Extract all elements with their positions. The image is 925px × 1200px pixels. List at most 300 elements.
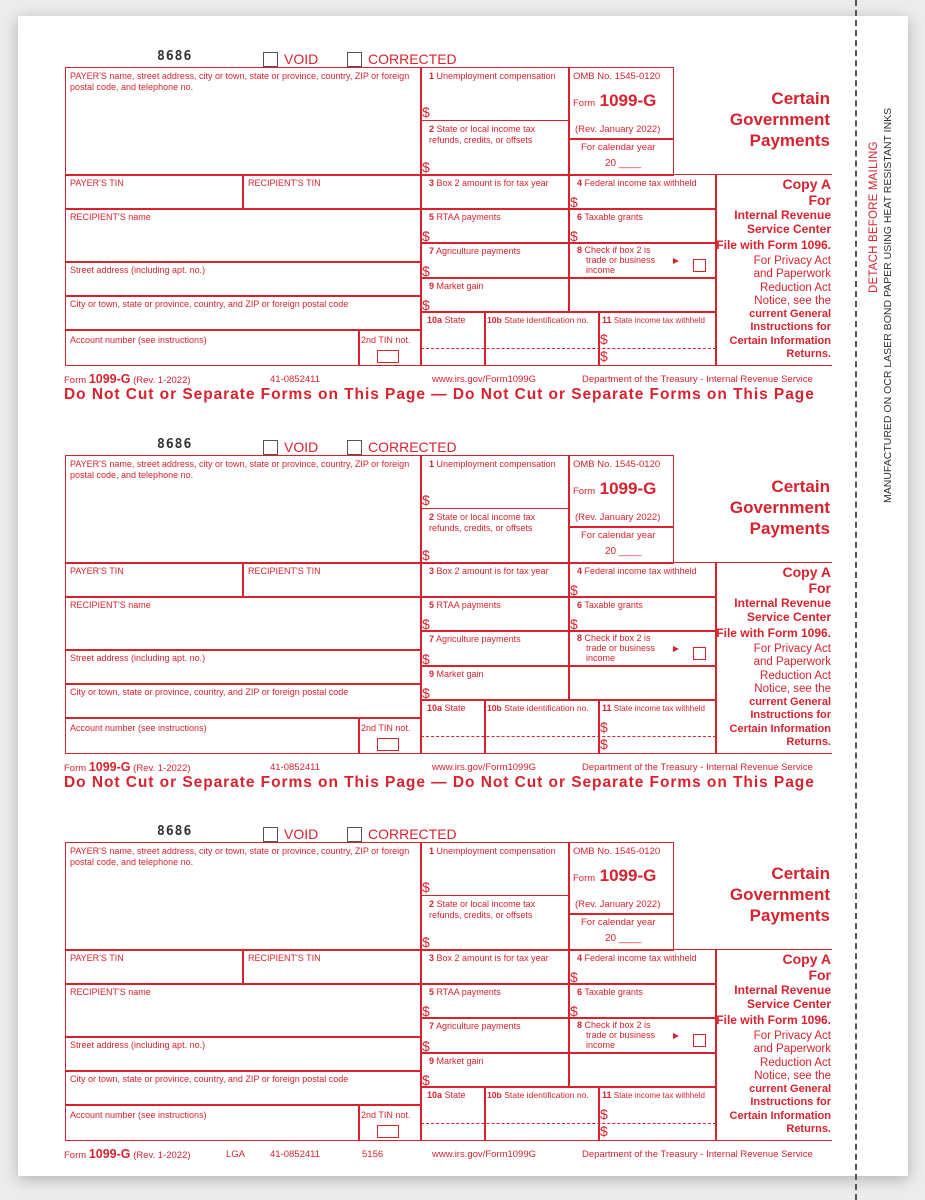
- box5-label: RTAA payments: [436, 987, 501, 997]
- arrow-right-icon: [673, 646, 679, 652]
- dollar-sign: $: [422, 879, 430, 895]
- box6-label: Taxable grants: [584, 212, 643, 222]
- instructions-text: current General: [749, 308, 831, 321]
- footer-ein: 41-0852411: [270, 374, 321, 385]
- box11-label: State income tax withheld: [613, 1091, 705, 1100]
- calendar-year-box[interactable]: [568, 526, 674, 564]
- calendar-year-box[interactable]: [568, 913, 674, 951]
- form-word: Form: [573, 486, 596, 497]
- city-state-zip-label: City or town, state or province, country, and ZIP or foreign postal code: [70, 1074, 349, 1084]
- box10a-number: 10a: [427, 1090, 443, 1100]
- box8-label: income: [586, 653, 616, 663]
- instructions-text: Returns.: [786, 736, 831, 749]
- box1-number: 1: [429, 71, 435, 81]
- dollar-sign: $: [422, 934, 430, 950]
- file-with-1096: File with Form 1096.: [716, 238, 831, 252]
- box3-number: 3: [429, 566, 435, 576]
- dollar-sign: $: [422, 263, 430, 279]
- box3-label: Box 2 amount is for tax year: [436, 953, 549, 963]
- footer-form-word: Form: [64, 1150, 87, 1161]
- instructions-text: current General: [749, 696, 831, 709]
- footer-form-number: 1099-G: [88, 1147, 131, 1161]
- irs-center-label: Internal Revenue: [734, 983, 831, 997]
- blank-box: [568, 277, 717, 313]
- box1-number: 1: [429, 846, 435, 856]
- footer-department: Department of the Treasury - Internal Revenue Service: [582, 374, 813, 385]
- privacy-act-text: For Privacy Act: [753, 255, 831, 267]
- account-number-box[interactable]: [65, 329, 360, 366]
- void-checkbox[interactable]: [263, 440, 278, 455]
- copy-a-panel: [715, 174, 832, 366]
- payer-name-box[interactable]: [65, 842, 422, 951]
- recipient-name-label: RECIPIENT'S name: [70, 987, 151, 997]
- box5-rtaa-payments[interactable]: [420, 596, 570, 632]
- second-tin-checkbox[interactable]: [377, 350, 399, 363]
- box10a-label: State: [444, 315, 466, 325]
- dollar-sign: $: [422, 159, 430, 175]
- box6-label: Taxable grants: [584, 600, 643, 610]
- dollar-sign: $: [422, 1072, 430, 1088]
- for-label: For: [808, 967, 831, 983]
- title-line: Payments: [749, 131, 830, 150]
- box8-label: trade or business: [586, 255, 656, 265]
- privacy-act-text: Reduction Act: [760, 281, 831, 294]
- form-code: 8686: [157, 49, 193, 64]
- omb-form-id-box: [568, 842, 674, 915]
- box10b-state-id[interactable]: [484, 699, 600, 754]
- title-line: Certain: [771, 864, 830, 883]
- recipient-tin-label: RECIPIENT'S TIN: [248, 953, 321, 963]
- box7-number: 7: [429, 246, 435, 256]
- payer-tin-box[interactable]: [65, 562, 244, 598]
- blank-box: [568, 1052, 717, 1088]
- form-bottom-border: [65, 365, 832, 366]
- box11-number: 11: [602, 1090, 612, 1100]
- box3-number: 3: [429, 178, 435, 188]
- box4-number: 4: [577, 953, 583, 963]
- dollar-sign: $: [570, 228, 578, 244]
- recipient-tin-box[interactable]: [242, 174, 422, 210]
- dollar-sign: $: [570, 194, 578, 210]
- copy-a-label: Copy A: [782, 564, 831, 580]
- second-tin-notice-box: [358, 329, 422, 366]
- dollar-sign: $: [600, 348, 608, 364]
- box10b-number: 10b: [487, 1090, 502, 1100]
- recipient-tin-box[interactable]: [242, 949, 422, 985]
- box9-number: 9: [429, 281, 435, 291]
- box9-number: 9: [429, 669, 435, 679]
- dollar-sign: $: [570, 1003, 578, 1019]
- for-label: For: [808, 580, 831, 596]
- box6-taxable-grants[interactable]: [568, 208, 717, 244]
- box3-tax-year[interactable]: [420, 562, 570, 598]
- dollar-sign: $: [600, 736, 608, 752]
- form-number: 1099-G: [599, 866, 657, 885]
- dollar-sign: $: [600, 1123, 608, 1139]
- box9-label: Market gain: [436, 281, 484, 291]
- blank-box: [568, 665, 717, 701]
- instructions-text: Instructions for: [750, 321, 831, 334]
- box7-number: 7: [429, 1021, 435, 1031]
- corrected-checkbox[interactable]: [347, 440, 362, 455]
- form-number: 1099-G: [599, 91, 657, 110]
- box1-unemployment-compensation[interactable]: [420, 455, 570, 509]
- copy-a-label: Copy A: [782, 951, 831, 967]
- city-state-zip-label: City or town, state or province, country, and ZIP or foreign postal code: [70, 687, 349, 697]
- do-not-cut-warning: Do Not Cut or Separate Forms on This Page — Do Not Cut or Separate Forms on This Page: [64, 386, 815, 403]
- instructions-text: current General: [749, 1083, 831, 1096]
- box9-label: Market gain: [436, 1056, 484, 1066]
- box3-label: Box 2 amount is for tax year: [436, 566, 549, 576]
- footer-revision: (Rev. 1-2022): [133, 375, 191, 386]
- box3-tax-year[interactable]: [420, 174, 570, 210]
- corrected-label: CORRECTED: [368, 51, 457, 67]
- payer-name-label: PAYER'S name, street address, city or town, state or province, country, ZIP or foreign postal code, and telephone no.: [70, 846, 410, 867]
- instructions-text: Instructions for: [750, 709, 831, 722]
- footer-form-word: Form: [64, 375, 87, 386]
- box11-state-tax-withheld[interactable]: [598, 311, 717, 366]
- revision-date: (Rev. January 2022): [575, 899, 661, 910]
- second-tin-notice-box: [358, 717, 422, 754]
- box8-trade-business-income: [568, 630, 717, 667]
- city-state-zip-box[interactable]: [65, 683, 422, 719]
- payer-name-box[interactable]: [65, 455, 422, 564]
- recipient-tin-label: RECIPIENT'S TIN: [248, 178, 321, 188]
- title-line: Government: [729, 498, 830, 517]
- box6-number: 6: [577, 987, 583, 997]
- street-address-label: Street address (including apt. no.): [70, 265, 206, 275]
- box11-number: 11: [602, 315, 612, 325]
- privacy-act-text: For Privacy Act: [753, 1030, 831, 1042]
- instructions-text: Returns.: [786, 348, 831, 361]
- box5-number: 5: [429, 600, 435, 610]
- box4-number: 4: [577, 566, 583, 576]
- payer-tin-box[interactable]: [65, 949, 244, 985]
- omb-form-id-box: [568, 455, 674, 528]
- dollar-sign: $: [422, 104, 430, 120]
- irs-center-label: Internal Revenue: [734, 208, 831, 222]
- detach-before-mailing-text: DETACH BEFORE MAILING: [868, 141, 880, 293]
- irs-center-label: Service Center: [746, 610, 831, 624]
- box11-number: 11: [602, 703, 612, 713]
- footer-form-number: 1099-G: [88, 372, 131, 386]
- footer-form-word: Form: [64, 763, 87, 774]
- box11-state-tax-withheld[interactable]: [598, 1086, 717, 1141]
- box9-market-gain[interactable]: [420, 1052, 570, 1088]
- copy-a-panel: [715, 949, 832, 1141]
- payer-name-label: PAYER'S name, street address, city or town, state or province, country, ZIP or foreign postal code, and telephone no.: [70, 459, 410, 480]
- box3-tax-year[interactable]: [420, 949, 570, 985]
- instructions-text: Certain Information: [729, 722, 831, 735]
- box1-unemployment-compensation[interactable]: [420, 67, 570, 121]
- dollar-sign: $: [422, 297, 430, 313]
- box3-label: Box 2 amount is for tax year: [436, 178, 549, 188]
- account-number-box[interactable]: [65, 1104, 360, 1141]
- box8-checkbox[interactable]: [693, 259, 706, 272]
- box1-unemployment-compensation[interactable]: [420, 842, 570, 896]
- instructions-text: Certain Information: [729, 1109, 831, 1122]
- box9-market-gain[interactable]: [420, 665, 570, 701]
- second-tin-checkbox[interactable]: [377, 738, 399, 751]
- second-tin-label: 2nd TIN not.: [361, 1110, 411, 1120]
- recipient-tin-box[interactable]: [242, 562, 422, 598]
- box10b-state-id[interactable]: [484, 1086, 600, 1141]
- recipient-name-box[interactable]: [65, 983, 422, 1038]
- form-1099g-copy-a-1: [0, 16, 855, 404]
- payer-name-box[interactable]: [65, 67, 422, 176]
- box10a-state[interactable]: [420, 699, 486, 754]
- box4-federal-tax-withheld[interactable]: [568, 949, 717, 985]
- footer-revision: (Rev. 1-2022): [133, 763, 191, 774]
- footer-ein: 41-0852411: [270, 1149, 321, 1160]
- box4-label: Federal income tax withheld: [584, 178, 697, 188]
- street-address-label: Street address (including apt. no.): [70, 653, 206, 663]
- do-not-cut-warning: Do Not Cut or Separate Forms on This Page — Do Not Cut or Separate Forms on This Page: [64, 774, 815, 791]
- privacy-act-text: Notice, see the: [754, 682, 831, 695]
- recipient-name-label: RECIPIENT'S name: [70, 212, 151, 222]
- box8-trade-business-income: [568, 1017, 717, 1054]
- instructions-text: Instructions for: [750, 1096, 831, 1109]
- footer-revision: (Rev. 1-2022): [133, 1150, 191, 1161]
- payer-tin-label: PAYER'S TIN: [70, 566, 124, 576]
- box8-label: trade or business: [586, 643, 656, 653]
- irs-center-label: Service Center: [746, 997, 831, 1011]
- account-number-box[interactable]: [65, 717, 360, 754]
- second-tin-checkbox[interactable]: [377, 1125, 399, 1138]
- box7-agriculture-payments[interactable]: [420, 242, 570, 279]
- title-line: Certain: [771, 89, 830, 108]
- box1-number: 1: [429, 459, 435, 469]
- void-checkbox[interactable]: [263, 827, 278, 842]
- box2-label: State or local income tax refunds, credits, or offsets: [429, 124, 536, 145]
- void-label: VOID: [284, 51, 319, 67]
- city-state-zip-box[interactable]: [65, 1070, 422, 1106]
- irs-center-label: Service Center: [746, 222, 831, 236]
- dollar-sign: $: [422, 1038, 430, 1054]
- box9-label: Market gain: [436, 669, 484, 679]
- privacy-act-text: and Paperwork: [753, 656, 831, 669]
- second-tin-label: 2nd TIN not.: [361, 723, 411, 733]
- state-row-divider: [421, 348, 716, 349]
- privacy-act-text: Reduction Act: [760, 1056, 831, 1069]
- box4-number: 4: [577, 178, 583, 188]
- calendar-year-value: 20 ____: [605, 546, 642, 557]
- calendar-year-value: 20 ____: [605, 158, 642, 169]
- dollar-sign: $: [422, 685, 430, 701]
- box10a-number: 10a: [427, 315, 443, 325]
- form-number: 1099-G: [599, 479, 657, 498]
- form-1099g-copy-a-2: [0, 404, 855, 792]
- box8-number: 8: [577, 245, 583, 255]
- box7-label: Agriculture payments: [436, 1021, 521, 1031]
- calendar-year-value: 20 ____: [605, 933, 642, 944]
- box2-number: 2: [429, 512, 435, 522]
- title-line: Government: [729, 885, 830, 904]
- detach-perforation-line: [855, 0, 857, 1200]
- void-label: VOID: [284, 826, 319, 842]
- recipient-name-box[interactable]: [65, 596, 422, 651]
- box2-number: 2: [429, 899, 435, 909]
- box10a-label: State: [444, 703, 466, 713]
- box11-label: State income tax withheld: [613, 316, 705, 325]
- calendar-year-box[interactable]: [568, 138, 674, 176]
- recipient-name-box[interactable]: [65, 208, 422, 263]
- box10b-number: 10b: [487, 315, 502, 325]
- box10a-state[interactable]: [420, 311, 486, 366]
- box5-label: RTAA payments: [436, 600, 501, 610]
- side-margin-text: [862, 60, 912, 510]
- void-checkbox[interactable]: [263, 52, 278, 67]
- corrected-checkbox[interactable]: [347, 827, 362, 842]
- box8-label: income: [586, 265, 616, 275]
- box6-taxable-grants[interactable]: [568, 596, 717, 632]
- second-tin-notice-box: [358, 1104, 422, 1141]
- copy-a-label: Copy A: [782, 176, 831, 192]
- box8-checkbox[interactable]: [693, 647, 706, 660]
- payer-tin-box[interactable]: [65, 174, 244, 210]
- omb-number: OMB No. 1545-0120: [573, 459, 661, 470]
- box10b-number: 10b: [487, 703, 502, 713]
- box6-label: Taxable grants: [584, 987, 643, 997]
- omb-number: OMB No. 1545-0120: [573, 71, 661, 82]
- corrected-label: CORRECTED: [368, 439, 457, 455]
- box2-label: State or local income tax refunds, credits, or offsets: [429, 512, 536, 533]
- dollar-sign: $: [422, 616, 430, 632]
- second-tin-label: 2nd TIN not.: [361, 335, 411, 345]
- footer-code: 5156: [362, 1149, 384, 1160]
- street-address-label: Street address (including apt. no.): [70, 1040, 206, 1050]
- copy-a-panel: [715, 562, 832, 754]
- calendar-year-label: For calendar year: [581, 530, 656, 541]
- box8-number: 8: [577, 633, 583, 643]
- street-address-box[interactable]: [65, 261, 422, 297]
- footer-url: www.irs.gov/Form1099G: [432, 1149, 537, 1160]
- form-title: [690, 88, 830, 151]
- form-bottom-border: [65, 753, 832, 754]
- footer-url: www.irs.gov/Form1099G: [432, 374, 537, 385]
- form-bottom-border: [65, 1140, 832, 1141]
- calendar-year-label: For calendar year: [581, 142, 656, 153]
- state-row-divider: [421, 736, 716, 737]
- street-address-box[interactable]: [65, 1036, 422, 1072]
- box8-trade-business-income: [568, 242, 717, 279]
- corrected-checkbox[interactable]: [347, 52, 362, 67]
- box10a-state[interactable]: [420, 1086, 486, 1141]
- footer-form-number: 1099-G: [88, 760, 131, 774]
- void-label: VOID: [284, 439, 319, 455]
- box7-agriculture-payments[interactable]: [420, 1017, 570, 1054]
- form-title: [690, 476, 830, 539]
- city-state-zip-box[interactable]: [65, 295, 422, 331]
- dollar-sign: $: [600, 1106, 608, 1122]
- form-title: [690, 863, 830, 926]
- box2-state-local-refunds[interactable]: [420, 895, 570, 951]
- file-with-1096: File with Form 1096.: [716, 1013, 831, 1027]
- payer-tin-label: PAYER'S TIN: [70, 178, 124, 188]
- street-address-box[interactable]: [65, 649, 422, 685]
- box2-number: 2: [429, 124, 435, 134]
- dollar-sign: $: [422, 547, 430, 563]
- box5-number: 5: [429, 212, 435, 222]
- recipient-name-label: RECIPIENT'S name: [70, 600, 151, 610]
- dollar-sign: $: [570, 582, 578, 598]
- irs-center-label: Internal Revenue: [734, 596, 831, 610]
- manufactured-on-text: MANUFACTURED ON OCR LASER BOND PAPER USING HEAT RESISTANT INKS: [882, 107, 894, 503]
- box4-label: Federal income tax withheld: [584, 566, 697, 576]
- box3-number: 3: [429, 953, 435, 963]
- box5-rtaa-payments[interactable]: [420, 983, 570, 1019]
- box2-state-local-refunds[interactable]: [420, 508, 570, 564]
- privacy-act-text: and Paperwork: [753, 1043, 831, 1056]
- box10b-label: State identification no.: [504, 315, 589, 325]
- box4-federal-tax-withheld[interactable]: [568, 174, 717, 210]
- omb-form-id-box: [568, 67, 674, 140]
- box6-number: 6: [577, 600, 583, 610]
- state-row-divider: [421, 1123, 716, 1124]
- revision-date: (Rev. January 2022): [575, 124, 661, 135]
- footer-lga: LGA: [226, 1149, 246, 1160]
- recipient-tin-label: RECIPIENT'S TIN: [248, 566, 321, 576]
- account-number-label: Account number (see instructions): [70, 335, 207, 345]
- box1-label: Unemployment compensation: [436, 459, 556, 469]
- box2-state-local-refunds[interactable]: [420, 120, 570, 176]
- instructions-text: Returns.: [786, 1123, 831, 1136]
- box5-label: RTAA payments: [436, 212, 501, 222]
- dollar-sign: $: [570, 969, 578, 985]
- box4-federal-tax-withheld[interactable]: [568, 562, 717, 598]
- box1-label: Unemployment compensation: [436, 71, 556, 81]
- dollar-sign: $: [570, 616, 578, 632]
- privacy-act-text: Notice, see the: [754, 1069, 831, 1082]
- footer-ein: 41-0852411: [270, 762, 321, 773]
- privacy-act-text: and Paperwork: [753, 268, 831, 281]
- box9-market-gain[interactable]: [420, 277, 570, 313]
- dollar-sign: $: [600, 719, 608, 735]
- title-line: Government: [729, 110, 830, 129]
- footer-department: Department of the Treasury - Internal Revenue Service: [582, 762, 813, 773]
- dollar-sign: $: [600, 331, 608, 347]
- box11-state-tax-withheld[interactable]: [598, 699, 717, 754]
- title-line: Payments: [749, 519, 830, 538]
- footer-form-id: [64, 372, 191, 386]
- box7-label: Agriculture payments: [436, 634, 521, 644]
- privacy-act-text: Notice, see the: [754, 294, 831, 307]
- box6-taxable-grants[interactable]: [568, 983, 717, 1019]
- account-number-label: Account number (see instructions): [70, 723, 207, 733]
- dollar-sign: $: [422, 228, 430, 244]
- box2-label: State or local income tax refunds, credits, or offsets: [429, 899, 536, 920]
- city-state-zip-label: City or town, state or province, country, and ZIP or foreign postal code: [70, 299, 349, 309]
- box9-number: 9: [429, 1056, 435, 1066]
- box8-checkbox[interactable]: [693, 1034, 706, 1047]
- box4-label: Federal income tax withheld: [584, 953, 697, 963]
- omb-number: OMB No. 1545-0120: [573, 846, 661, 857]
- box5-rtaa-payments[interactable]: [420, 208, 570, 244]
- calendar-year-label: For calendar year: [581, 917, 656, 928]
- form-word: Form: [573, 873, 596, 884]
- box8-label: Check if box 2 is: [584, 245, 651, 255]
- form-1099g-copy-a-3: [0, 791, 855, 1179]
- privacy-act-text: For Privacy Act: [753, 643, 831, 655]
- box10b-state-id[interactable]: [484, 311, 600, 366]
- box1-label: Unemployment compensation: [436, 846, 556, 856]
- box8-label: trade or business: [586, 1030, 656, 1040]
- box6-number: 6: [577, 212, 583, 222]
- form-code: 8686: [157, 437, 193, 452]
- form-word: Form: [573, 98, 596, 109]
- box7-agriculture-payments[interactable]: [420, 630, 570, 667]
- payer-tin-label: PAYER'S TIN: [70, 953, 124, 963]
